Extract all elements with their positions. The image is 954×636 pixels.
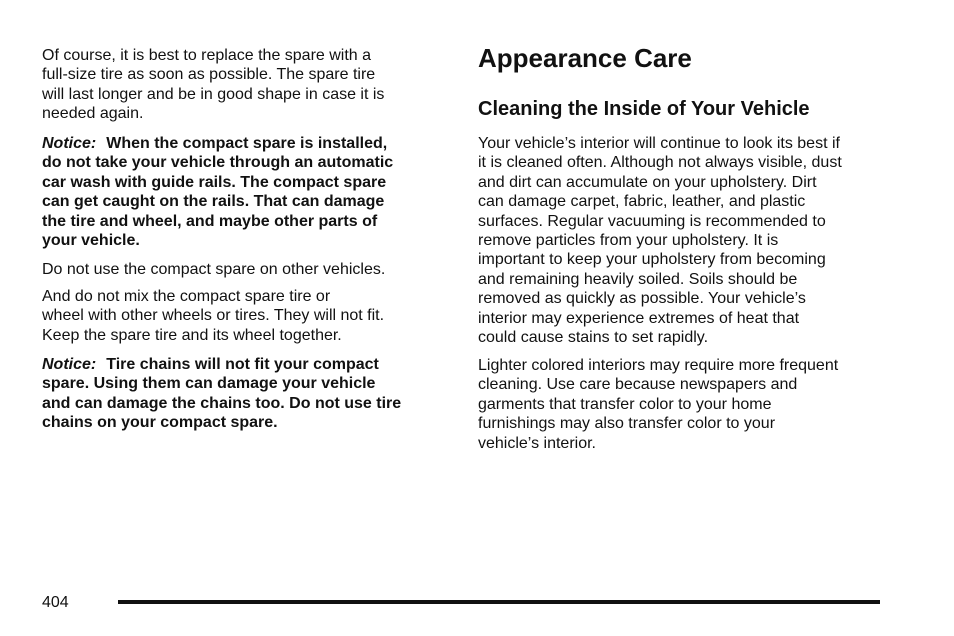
notice-label: Notice:: [42, 135, 97, 152]
notice-text: When the compact spare is installed, do not take your vehicle through an automatic car wash with guide rails. The compact spare can get caught on the rails. That can damage the tire and wheel, and maybe other parts of your vehicle.: [42, 135, 394, 250]
notice-label: Notice:: [42, 356, 97, 373]
tire-chains-notice: [42, 355, 401, 433]
footer-rule: [118, 600, 880, 604]
other-vehicles-paragraph: Do not use the compact spare on other vehicles.: [42, 261, 386, 278]
notice-text: Tire chains will not fit your compact spare. Using them can damage your vehicle and can damage the chains too. Do not use tire chains on your compact spare.: [42, 356, 402, 432]
car-wash-notice: [42, 134, 393, 250]
mixing-wheels-paragraph: And do not mix the compact spare tire or wheel with other wheels or tires. They will not fit. Keep the spare tire and its wheel together.: [42, 288, 385, 344]
page-number: 404: [42, 594, 69, 611]
subsection-heading: Cleaning the Inside of Your Vehicle: [478, 98, 810, 120]
lighter-interiors-paragraph: Lighter colored interiors may require more frequent cleaning. Use care because newspapers and garments that transfer color to your home furnishings may also transfer color to your vehicle’s interior.: [478, 357, 839, 452]
section-heading: Appearance Care: [478, 43, 692, 73]
spare-replacement-paragraph: Of course, it is best to replace the spare with a full-size tire as soon as possible. The spare tire will last longer and be in good shape in case it is needed again.: [42, 47, 385, 123]
interior-cleaning-paragraph: Your vehicle’s interior will continue to look its best if it is cleaned often. Although not always visible, dust and dirt can accumulate on your upholstery. Dirt can damage carpet, fabric, leather, and plastic surfaces. Regular vacuuming is recommended to remove particles from your upholstery. It is important to keep your upholstery from becoming and remaining heavily soiled. Soils should be removed as quickly as possible. Your vehicle’s interior may experience extremes of heat that could cause stains to set rapidly.: [478, 135, 842, 347]
